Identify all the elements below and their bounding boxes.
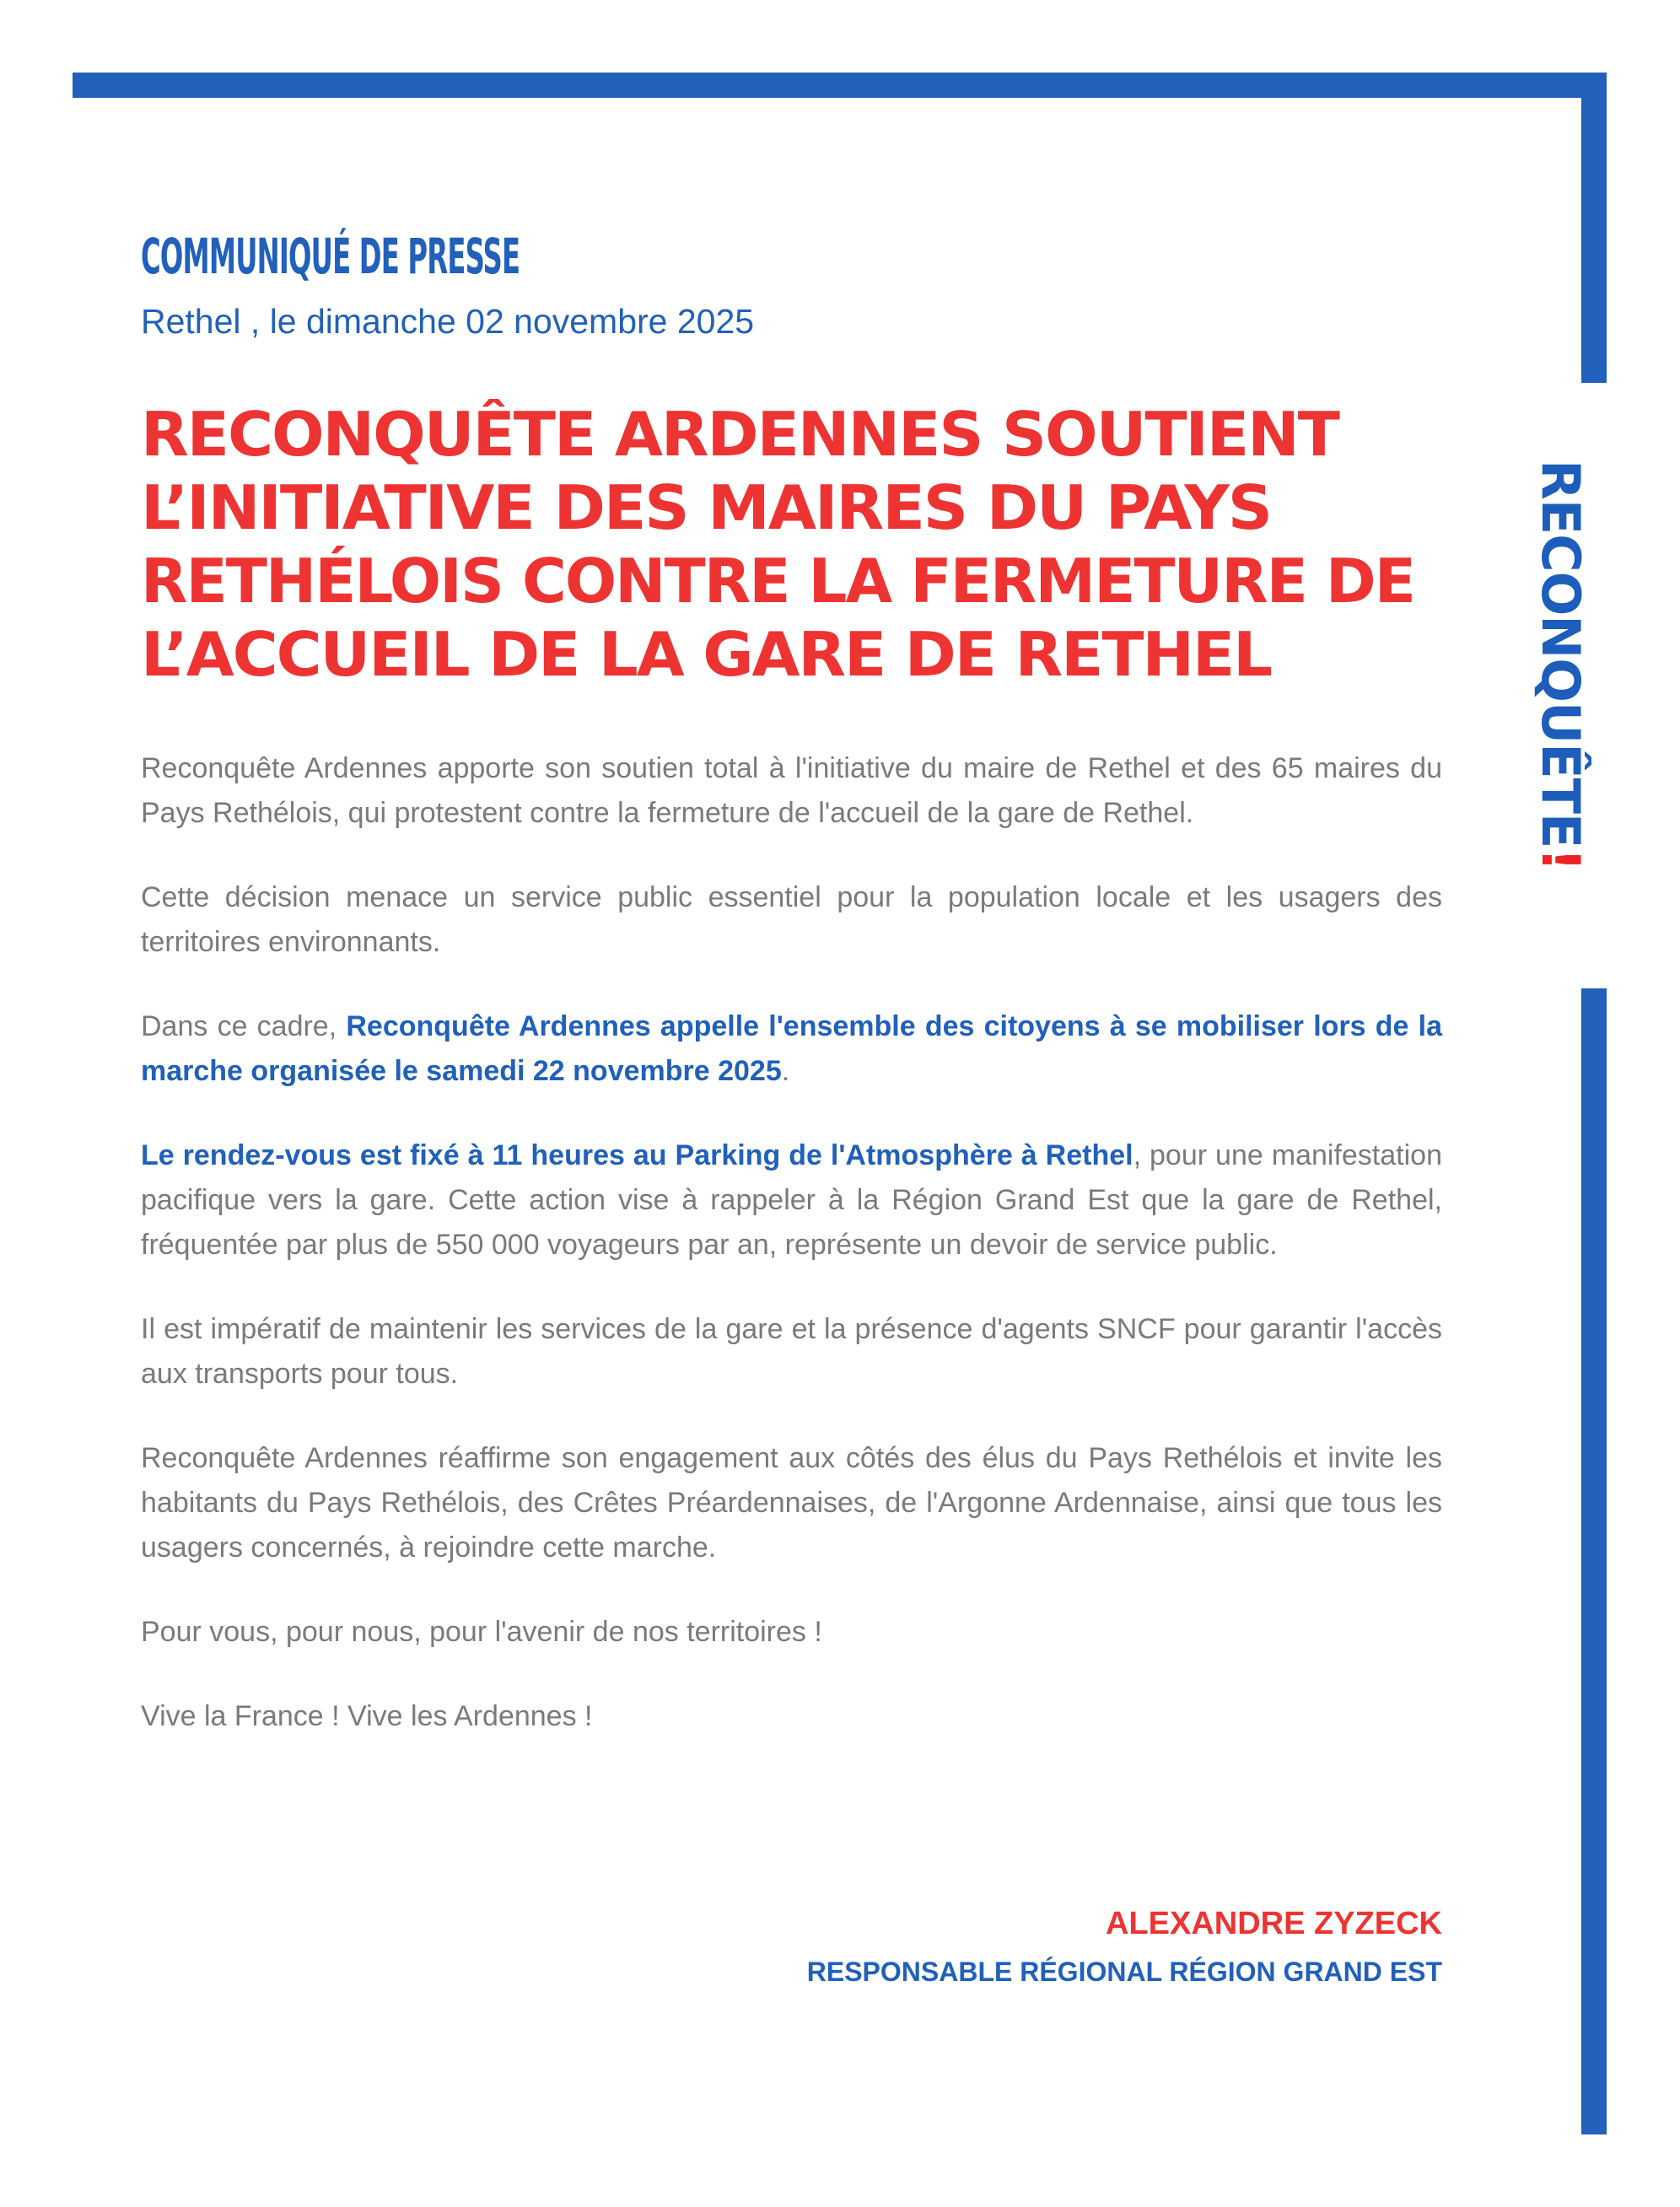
paragraph-meeting <box>141 1133 1442 1268</box>
headline-line: L’ACCUEIL DE LA GARE DE RETHEL <box>141 619 1271 690</box>
headline-line: RETHÉLOIS CONTRE LA FERMETURE DE <box>141 546 1414 616</box>
logo-wordmark: RECONQUÊTE <box>1530 460 1591 848</box>
body-text <box>141 746 1442 1779</box>
paragraph-highlight: Reconquête Ardennes appelle l'ensemble des citoyens à se mobiliser lors de la marche organisée le samedi 22 novembre 2025 <box>141 1010 1442 1087</box>
top-border-bar <box>73 73 1607 98</box>
logo-exclamation: ! <box>1530 848 1591 871</box>
signature-block <box>807 1899 1442 1995</box>
right-border-bar-lower <box>1581 988 1607 2134</box>
headline-line: L’INITIATIVE DES MAIRES DU PAYS <box>141 472 1272 543</box>
signatory-name: ALEXANDRE ZYZECK <box>1105 1906 1442 1941</box>
paragraph-threat: Cette décision menace un service public essentiel pour la population locale et les usagers des territoires environnants. <box>141 881 1442 958</box>
paragraph-lead: Dans ce cadre, <box>141 1010 347 1042</box>
paragraph-commitment: Reconquête Ardennes réaffirme son engagement aux côtés des élus du Pays Rethélois et invite les habitants du Pays Rethélois, des Crêtes Préardennaises, de l'Argonne Ardennaise, ainsi que tous les usagers concernés, à rejoindre cette marche. <box>141 1442 1442 1564</box>
headline-line: RECONQUÊTE ARDENNES SOUTIENT <box>141 399 1338 470</box>
right-border-bar-upper <box>1581 73 1607 383</box>
meeting-highlight: Le rendez-vous est fixé à 11 heures au Parking de l'Atmosphère à Rethel <box>141 1139 1133 1171</box>
paragraph-end: . <box>781 1055 790 1087</box>
signatory-title: RESPONSABLE RÉGIONAL RÉGION GRAND EST <box>806 1957 1442 1987</box>
paragraph-call-to-action <box>141 1004 1442 1094</box>
press-release-label: COMMUNIQUÉ DE PRESSE <box>141 228 520 285</box>
paragraph-imperative: Il est impératif de maintenir les services de la gare et la présence d'agents SNCF pour garantir l'accès aux transports pour tous. <box>141 1313 1442 1390</box>
paragraph-closing: Vive la France ! Vive les Ardennes ! <box>141 1700 593 1732</box>
headline <box>141 398 1442 692</box>
meeting-details: , pour une manifestation pacifique vers la gare. Cette action vise à rappeler à la Région Grand Est que la gare de Rethel, fréquentée par plus de 550 000 voyageurs par an, représente un devoir de service public. <box>141 1139 1442 1261</box>
dateline: Rethel , le dimanche 02 novembre 2025 <box>141 302 755 341</box>
reconquete-logo <box>1510 460 1611 898</box>
paragraph-support: Reconquête Ardennes apporte son soutien total à l'initiative du maire de Rethel et des 65 maires du Pays Rethélois, qui protestent contre la fermeture de l'accueil de la gare de Rethel. <box>141 752 1442 829</box>
paragraph-slogan: Pour vous, pour nous, pour l'avenir de nos territoires ! <box>141 1616 822 1648</box>
